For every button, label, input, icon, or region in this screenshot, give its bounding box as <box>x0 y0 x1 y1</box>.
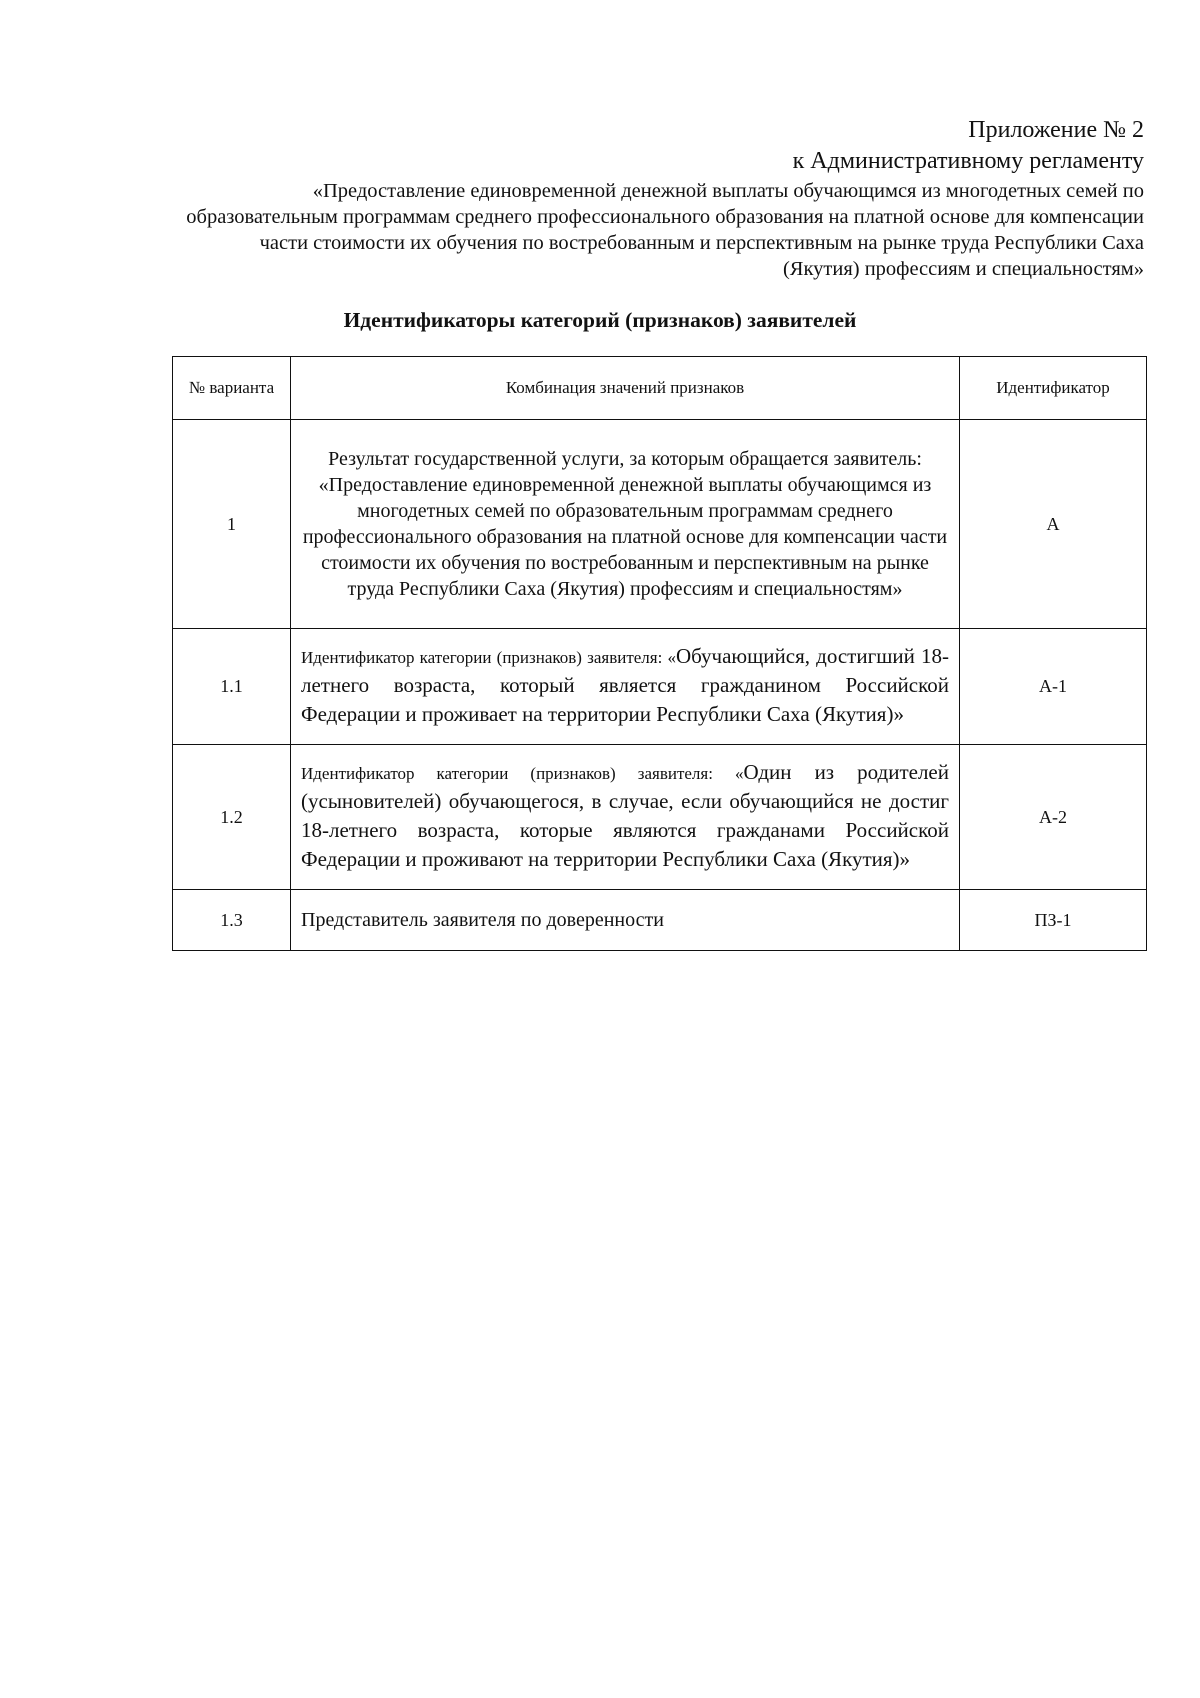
variant-number-cell: 1.3 <box>173 890 291 951</box>
combination-text: Результат государственной услуги, за которым обращается заявитель: «Предоставление единовременной денежной выплаты обучающимся из многодетных семей по образовательным программам среднего профессионального образования на платной основе для компенсации части стоимости их обучения по востребованным и перспективным на рынке труда Республики Саха (Якутия) профессиям и специальностям» <box>302 448 948 600</box>
document-heading: Идентификаторы категорий (признаков) заявителей <box>343 308 857 332</box>
column-header-identifier: Идентификатор <box>960 357 1147 420</box>
column-header-combination: Комбинация значений признаков <box>291 357 960 420</box>
service-name: «Предоставление единовременной денежной выплаты обучающимся из многодетных семей по образовательным программам среднего профессионального образования на платной основе для компенсации части стоимости их обучения по востребованным и перспективным на рынке труда Республики Саха (Якутия) профессиям и специальностям» <box>186 180 1144 280</box>
combination-cell <box>291 745 960 890</box>
identifier-cell: А-1 <box>960 629 1147 745</box>
appendix-title: Приложение № 2 <box>968 117 1144 143</box>
variant-number-cell: 1 <box>173 420 291 629</box>
combination-cell <box>291 420 960 629</box>
table-header-row <box>173 357 1147 420</box>
column-header-variant-number: № варианта <box>173 357 291 420</box>
table-row <box>173 890 1147 951</box>
combination-cell <box>291 629 960 745</box>
table-row <box>173 629 1147 745</box>
combination-body-text: Один из родителей (усыновителей) обучающегося, в случае, если обучающийся не достиг 18-летнего возраста, которые являются гражданами Российской Федерации и проживают на территории Республики Саха (Якутия)» <box>301 760 949 871</box>
identifiers-table <box>172 356 1147 951</box>
combination-body-text: Обучающийся, достигший 18-летнего возраста, который является гражданином Российской Федерации и проживает на территории Республики Саха (Якутия)» <box>301 644 949 726</box>
identifier-cell: А <box>960 420 1147 629</box>
appendix-header <box>184 114 1144 282</box>
variant-number-cell: 1.1 <box>173 629 291 745</box>
identifier-cell: ПЗ-1 <box>960 890 1147 951</box>
variant-number-cell: 1.2 <box>173 745 291 890</box>
table-row <box>173 420 1147 629</box>
combination-lead-text: Идентификатор категории (признаков) заявителя: « <box>301 764 744 783</box>
regulation-reference: к Административному регламенту <box>792 148 1144 174</box>
combination-lead-text: Идентификатор категории (признаков) заявителя: « <box>301 648 676 667</box>
identifier-cell: А-2 <box>960 745 1147 890</box>
table-row <box>173 745 1147 890</box>
combination-cell: Представитель заявителя по доверенности <box>291 890 960 951</box>
